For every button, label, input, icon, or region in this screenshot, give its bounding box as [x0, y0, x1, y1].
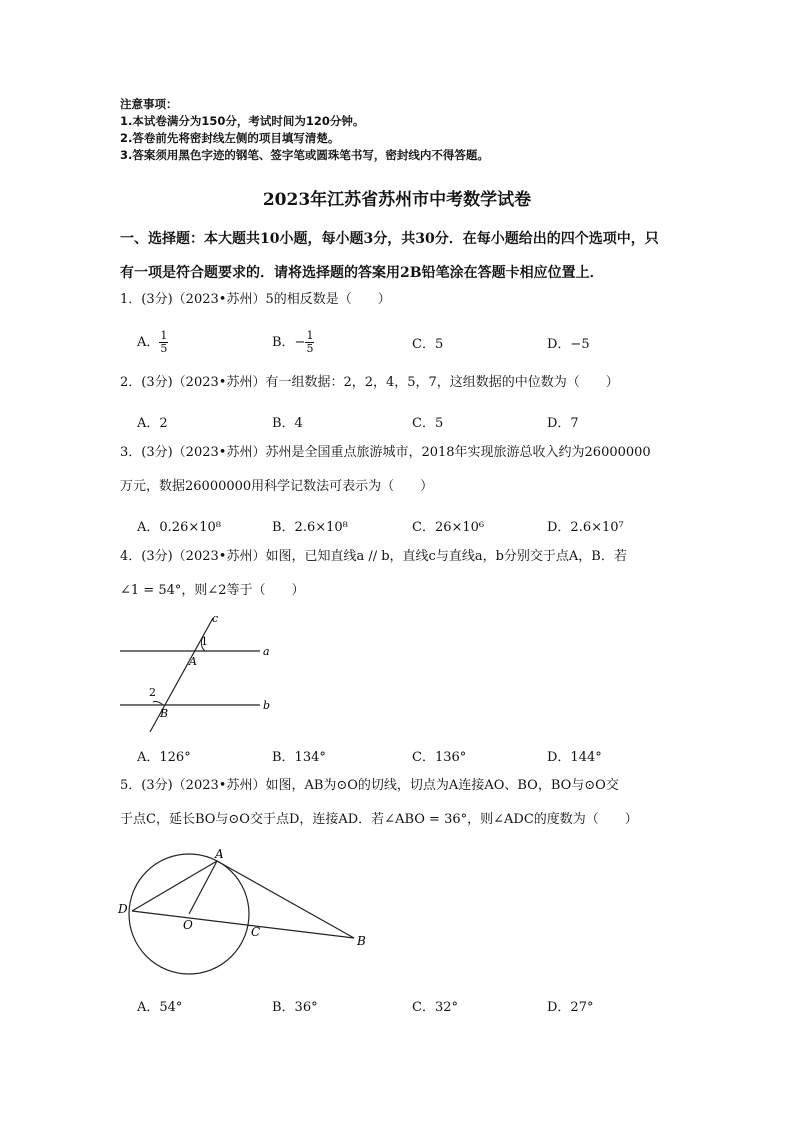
- notes-item-1: 1.本试卷满分为150分，考试时间为120分钟。: [120, 114, 365, 128]
- question-1-options: [137, 330, 697, 358]
- notes-item-3: 3.答案须用黑色字迹的钢笔、签字笔或圆珠笔书写，密封线内不得答题。: [120, 148, 489, 162]
- q1-option-b[interactable]: [272, 330, 314, 355]
- q4-option-b[interactable]: B．134°: [272, 750, 326, 765]
- question-4-line-1: 4．(3分)（2023•苏州）如图，已知直线a // b，直线c与直线a，b分别交于点A，B．若: [120, 549, 627, 564]
- denominator: 5: [160, 342, 168, 355]
- question-4: [120, 540, 680, 608]
- exam-notes: [120, 96, 489, 164]
- q3-option-a[interactable]: A．0.26×10⁸: [137, 520, 221, 535]
- tangent-circle-figure: [112, 845, 372, 985]
- label-point-o: O: [183, 918, 193, 932]
- question-5-line-2: 于点C，延长BO与⊙O交于点D，连接AD．若∠ABO = 36°，则∠ADC的度数为（ ）: [120, 812, 638, 827]
- label-point-c: C: [251, 925, 261, 939]
- q1-option-a[interactable]: [137, 330, 168, 355]
- q1-option-c[interactable]: C．5: [412, 337, 444, 352]
- q3-option-c[interactable]: C．26×10⁶: [412, 520, 485, 535]
- notes-heading: 注意事项：: [120, 97, 178, 111]
- section-instructions: [120, 222, 680, 290]
- notes-item-2: 2.答卷前先将密封线左侧的项目填写清楚。: [120, 131, 340, 145]
- question-2: 2．(3分)（2023•苏州）有一组数据：2，2，4，5，7，这组数据的中位数为（ ）: [120, 375, 619, 390]
- q4-option-c[interactable]: C．136°: [412, 750, 467, 765]
- q2-option-a[interactable]: A．2: [137, 416, 168, 431]
- q2-option-c[interactable]: C．5: [412, 416, 444, 431]
- label-c: c: [212, 612, 219, 625]
- q1-option-b-label: B．−: [272, 335, 306, 350]
- numerator: 1: [160, 329, 168, 342]
- question-5-line-1: 5．(3分)（2023•苏州）如图，AB为⊙O的切线，切点为A连接AO、BO，BO与⊙O交: [120, 778, 619, 793]
- label-point-a: A: [215, 847, 224, 861]
- label-line-a: a: [263, 645, 270, 658]
- question-3: [120, 436, 680, 504]
- q5-option-d[interactable]: D．27°: [547, 1000, 594, 1015]
- segment-db: [132, 911, 354, 938]
- q4-option-d[interactable]: D．144°: [547, 750, 602, 765]
- q5-option-a[interactable]: A．54°: [137, 1000, 183, 1015]
- q1-option-d[interactable]: D．−5: [547, 337, 590, 352]
- fraction: [305, 330, 314, 355]
- label-point-b: B: [160, 707, 169, 720]
- q5-option-b[interactable]: B．36°: [272, 1000, 318, 1015]
- segment-ab: [217, 861, 354, 938]
- question-5-options: [137, 996, 697, 1024]
- label-angle-1: 1: [201, 635, 208, 648]
- q4-option-a[interactable]: A．126°: [137, 750, 191, 765]
- q2-option-d[interactable]: D．7: [547, 416, 579, 431]
- question-1: 1．(3分)（2023•苏州）5的相反数是（ ）: [120, 292, 391, 307]
- question-3-line-1: 3．(3分)（2023•苏州）苏州是全国重点旅游城市，2018年实现旅游总收入约为26000000: [120, 445, 651, 460]
- label-point-b: B: [357, 934, 366, 948]
- question-4-line-2: ∠1 = 54°，则∠2等于（ ）: [120, 583, 305, 598]
- question-3-line-2: 万元，数据26000000用科学记数法可表示为（ ）: [120, 479, 434, 494]
- label-point-d: D: [118, 902, 128, 916]
- parallel-lines-figure: [115, 610, 285, 740]
- section-line-2: 有一项是符合题要求的．请将选择题的答案用2B铅笔涂在答题卡相应位置上．: [120, 265, 604, 281]
- section-line-1: 一、选择题：本大题共10小题，每小题3分，共30分．在每小题给出的四个选项中，只: [120, 231, 659, 247]
- q1-option-a-label: A．: [137, 335, 160, 350]
- label-line-b: b: [263, 699, 271, 712]
- fraction: [159, 330, 168, 355]
- exam-title: 2023年江苏省苏州市中考数学试卷: [262, 190, 532, 210]
- numerator: 1: [306, 329, 314, 342]
- q2-option-b[interactable]: B．4: [272, 416, 303, 431]
- label-angle-2: 2: [149, 686, 156, 699]
- denominator: 5: [306, 342, 314, 355]
- q5-option-c[interactable]: C．32°: [412, 1000, 458, 1015]
- question-5: [120, 769, 680, 837]
- q3-option-b[interactable]: B．2.6×10⁸: [272, 520, 348, 535]
- label-point-a: A: [189, 655, 197, 668]
- q3-option-d[interactable]: D．2.6×10⁷: [547, 520, 624, 535]
